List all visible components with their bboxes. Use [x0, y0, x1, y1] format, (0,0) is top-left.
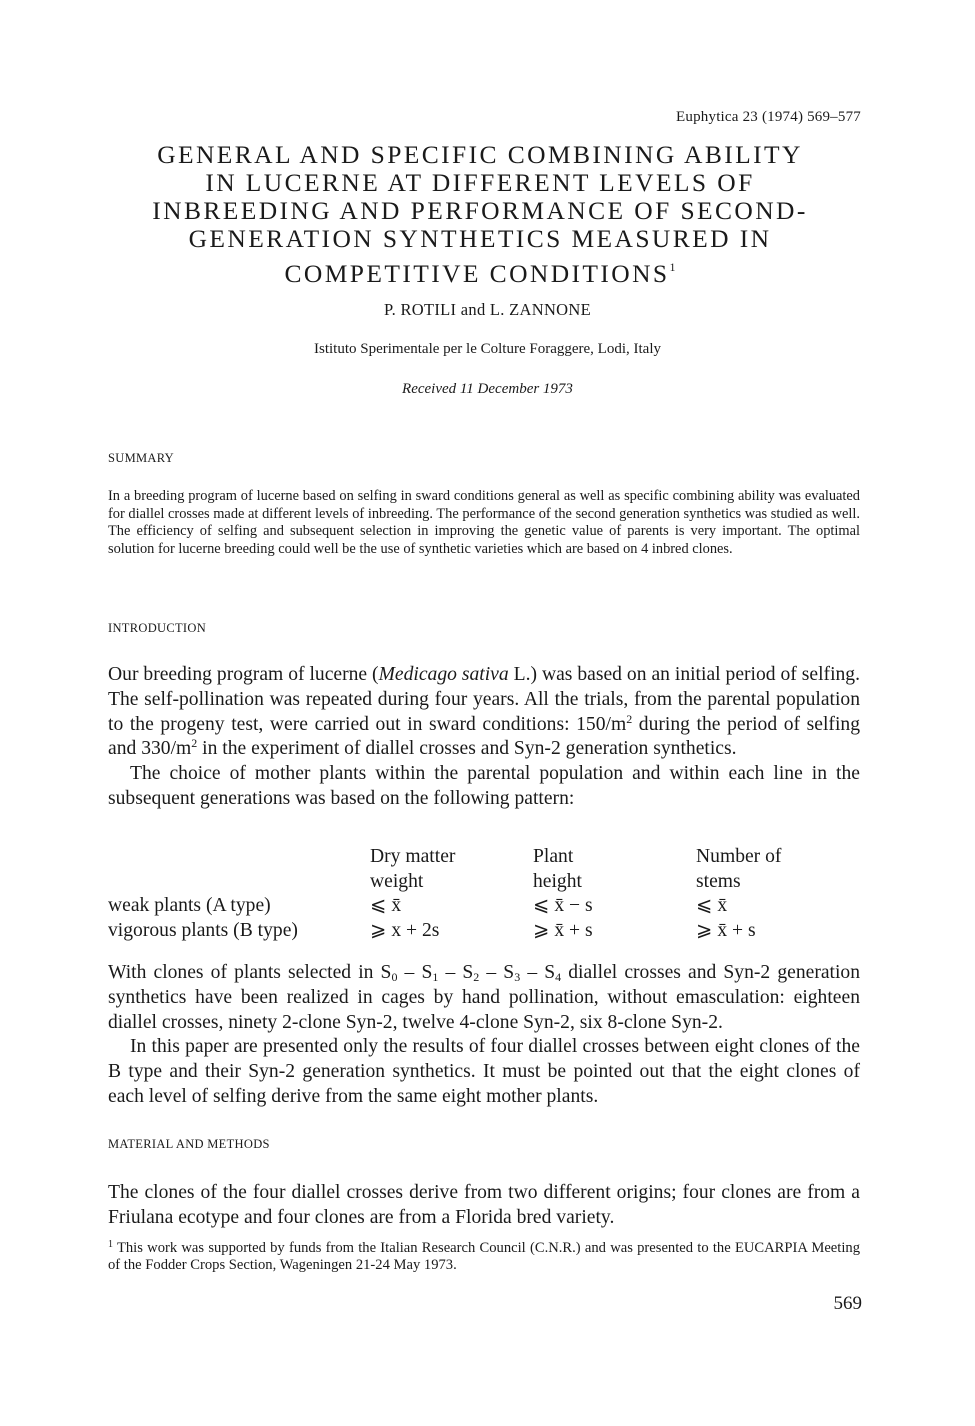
- subscript: 2: [473, 970, 480, 984]
- title-line: IN LUCERNE AT DIFFERENT LEVELS OF: [205, 168, 755, 197]
- journal-reference: Euphytica 23 (1974) 569–577: [676, 109, 861, 125]
- subscript: 3: [514, 970, 521, 984]
- title-line: GENERATION SYNTHETICS MEASURED IN: [188, 224, 772, 253]
- subscript: 4: [555, 970, 562, 984]
- table-cell: [108, 870, 370, 895]
- table-cell: ⩽ x̄: [370, 895, 402, 917]
- summary-heading: SUMMARY: [108, 451, 175, 465]
- methods-body: [108, 1181, 860, 1231]
- intro-p3-text: – S: [397, 962, 433, 983]
- table-cell: weak plants (A type): [108, 895, 271, 917]
- methods-heading: MATERIAL AND METHODS: [108, 1137, 270, 1151]
- table-cell: ⩾ x̄ + s: [696, 919, 756, 941]
- intro-p3-text: – S: [520, 962, 556, 983]
- methods-paragraph-1: The clones of the four diallel crosses derive from two different origins; four clones are from a Friulana ecotype and four clones are from a Florida bred variety.: [108, 1182, 860, 1228]
- title-line: GENERAL AND SPECIFIC COMBINING ABILITY: [157, 140, 803, 169]
- subscript: 0: [391, 970, 398, 984]
- superscript: 2: [191, 736, 198, 751]
- superscript: 2: [626, 711, 633, 726]
- title-line-last: [95, 253, 865, 288]
- page-number: 569: [833, 1293, 862, 1314]
- intro-p3-text: – S: [438, 962, 474, 983]
- table-cell: ⩽ x̄: [696, 895, 728, 917]
- table-cell: vigorous plants (B type): [108, 919, 298, 941]
- introduction-body: [108, 663, 860, 812]
- intro-paragraph-1: [108, 663, 860, 762]
- intro-paragraph-4: In this paper are presented only the results of four diallel crosses between eight clones of the B type and their Syn-2 generation synthetics. It must be pointed out that the eight clones of each level of selfing derive from the same eight mother plants.: [108, 1036, 860, 1107]
- table-header: weight: [370, 870, 424, 892]
- received-date: Received 11 December 1973: [402, 381, 573, 397]
- title-line-text: COMPETITIVE CONDITIONS: [284, 259, 670, 288]
- table-row: [108, 894, 826, 919]
- table-header: height: [533, 870, 582, 892]
- table-header: Number of: [696, 846, 782, 867]
- authors: P. ROTILI and L. ZANNONE: [383, 300, 591, 319]
- table-header-row: [108, 870, 826, 895]
- affiliation: Istituto Sperimentale per le Colture Foraggere, Lodi, Italy: [314, 341, 661, 357]
- intro-p1-text: during the period of selfing and 330/m: [108, 713, 860, 760]
- table-cell: ⩾ x + 2s: [370, 919, 440, 941]
- footnote-text: This work was supported by funds from the Italian Research Council (C.N.R.) and was presented to the EUCARPIA Meeting of the Fodder Crops Section, Wageningen 21-24 May 1973.: [108, 1240, 860, 1274]
- table-header: Plant: [533, 846, 574, 867]
- table-header: stems: [696, 870, 741, 892]
- title-footnote-mark: 1: [669, 260, 676, 274]
- intro-p1-text: L.) was based on an initial period of selfing. The self-pollination was repeated during four years. All the trials, from the parental population to the progeny test, were carried out in sward conditions: 150/m: [108, 664, 860, 735]
- summary-text: In a breeding program of lucerne based on selfing in sward conditions general as well as specific combining ability was evaluated for diallel crosses made at different levels of inbreeding. The performance of the second generation synthetics was studied as well. The efficiency of selfing and subsequent selection in improving the genetic value of parents is very important. The optimal solution for lucerne breeding could well be the use of synthetic varieties which are based on 4 inbred clones.: [108, 488, 860, 557]
- intro-p1-text: in the experiment of diallel crosses and Syn-2 generation synthetics.: [197, 738, 737, 760]
- intro-p3-text: – S: [479, 962, 515, 983]
- table-cell: ⩽ x̄ − s: [533, 895, 593, 917]
- title-line: INBREEDING AND PERFORMANCE OF SECOND-: [152, 196, 808, 225]
- intro-p1-text: Our breeding program of lucerne (: [108, 664, 379, 685]
- selection-criteria-table: [108, 845, 826, 943]
- table-header: Dry matter: [370, 846, 456, 867]
- article-title: [95, 141, 865, 288]
- introduction-body-continued: [108, 961, 860, 1110]
- species-name: Medicago sativa: [378, 664, 509, 685]
- table-cell: ⩾ x̄ + s: [533, 919, 593, 941]
- introduction-heading: INTRODUCTION: [108, 621, 207, 635]
- footnote-mark: 1: [108, 1239, 113, 1250]
- table-header-row: [108, 845, 826, 870]
- intro-paragraph-2: The choice of mother plants within the parental population and within each line in the subsequent generations was based on the following pattern:: [108, 763, 860, 809]
- intro-p3-text: diallel crosses and Syn-2 generation synthetics have been realized in cages by hand pollination, without emasculation: eighteen diallel crosses, ninety 2-clone Syn-2, twelve 4-clone Syn-2, six 8-clone Syn-2.: [108, 962, 861, 1033]
- intro-paragraph-3: [108, 961, 860, 1035]
- subscript: 1: [432, 970, 439, 984]
- intro-p3-text: With clones of plants selected in S: [108, 962, 392, 983]
- footnote: [108, 1240, 860, 1275]
- table-cell: [108, 845, 370, 870]
- table-row: [108, 919, 826, 944]
